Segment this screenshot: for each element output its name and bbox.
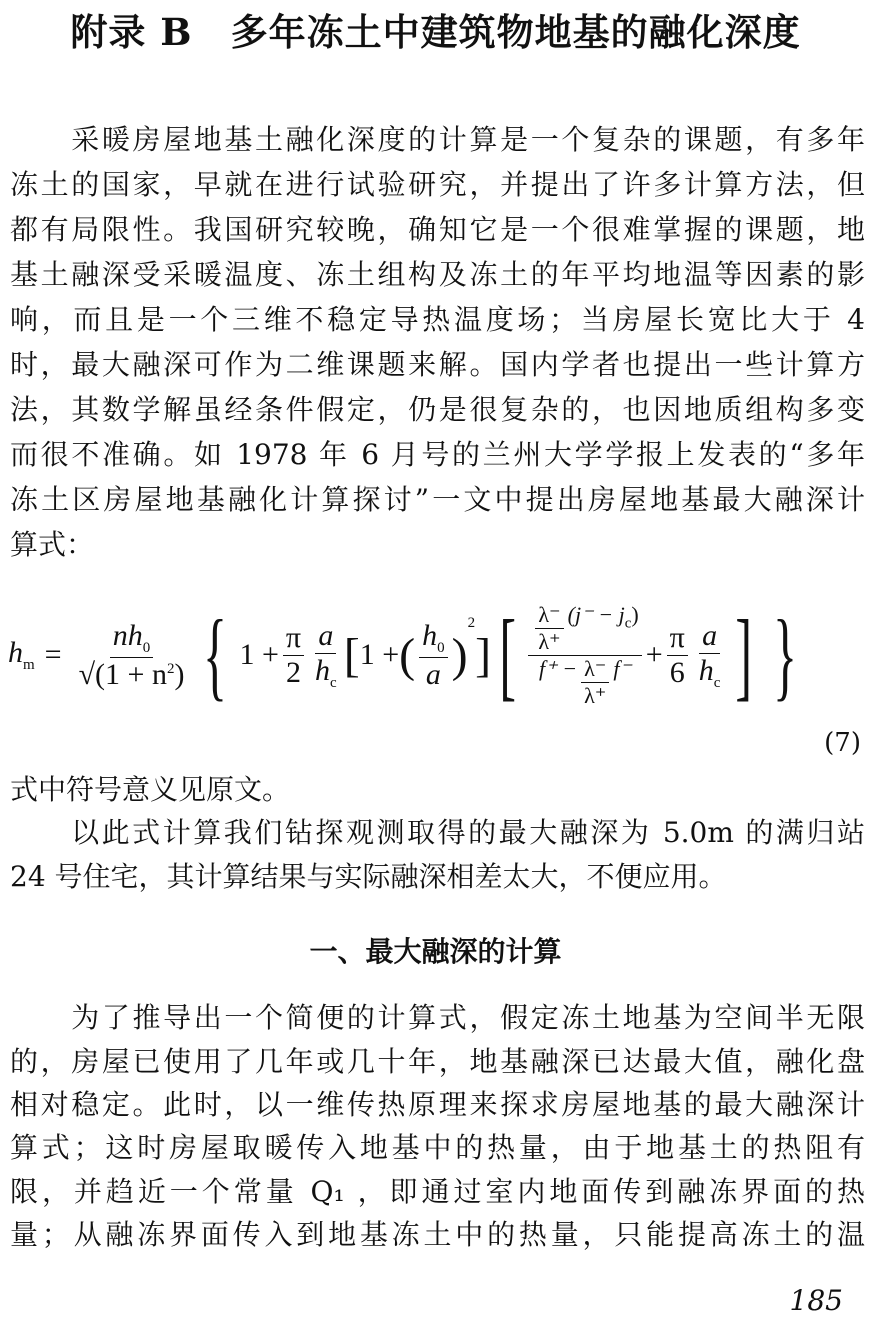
section-heading: 一、最大融深的计算 (309, 935, 562, 968)
formula-symbol: (j⁻ − j (567, 601, 625, 627)
text-line: 响，而且是一个三维不稳定导热温度场；当房屋长宽比大于 4 (10, 303, 865, 336)
text-line: 基土融深受采暖温度、冻土组构及冻土的年平均地温等因素的影 (10, 258, 865, 291)
formula-symbol: m (23, 657, 35, 673)
formula-fraction: $\frac{nh_0}{√(1 + n^2)}$ (78, 618, 185, 691)
formula-symbol: 0 (437, 639, 445, 656)
formula-7: $h_m$ = $\frac{nh_0}{√(1 + n^2)}$ { 1 + $\frac{\pi}{2}$ $\frac{a}{h_c}$ [ 1 + ( $\frac{h_0}{a}$ ) $^2$ ] [ $\frac{\lambda^-}{\lambda^+}$ $(j^- - j_c)$ f⁺ − $\frac{\lambda^-}{\lambda^+}$ f⁻ + $\frac{\pi}{6}$ $\frac{a}{h_c}$ ] } (8, 599, 797, 710)
text-line: 冻土的国家，早就在进行试验研究，并提出了许多计算方法，但 (10, 168, 865, 201)
formula-symbol: 0 (142, 639, 151, 656)
text-line: 算式： (10, 528, 95, 561)
formula-symbol: f⁻ (613, 655, 632, 681)
text-line: 都有局限性。我国研究较晚，确知它是一个很难掌握的课题，地 (10, 213, 865, 246)
text-line: 24 号住宅，其计算结果与实际融深相差太大，不便应用。 (10, 860, 727, 893)
page-title: 附录 B 多年冻土中建筑物地基的融化深度 (70, 10, 801, 54)
text-line: 时，最大融深可作为二维课题来解。国内学者也提出一些计算方 (10, 348, 865, 381)
formula-symbol: h (8, 636, 23, 669)
formula-symbol: h (315, 653, 331, 687)
text-line: 的，房屋已使用了几年或几十年，地基融深已达最大值，融化盘 (10, 1045, 865, 1078)
formula-symbol: π (283, 621, 304, 656)
equation-number: (7) (824, 728, 861, 758)
text-line: 式中符号意义见原文。 (10, 773, 291, 806)
formula-symbol: + (645, 638, 663, 671)
text-line: 限，并趋近一个常量 Q₁ ，即通过室内地面传到融冻界面的热 (10, 1175, 865, 1208)
formula-symbol: 2 (467, 615, 476, 631)
formula-symbol: = (44, 638, 62, 671)
text-line: 冻土区房屋地基融化计算探讨”一文中提出房屋地基最大融深计 (10, 483, 865, 516)
text-line: 算式；这时房屋取暖传入地基中的热量，由于地基土的热阻有 (10, 1131, 865, 1164)
text-line: 为了推导出一个简便的计算式，假定冻土地基为空间半无限 (10, 1001, 865, 1034)
text-line: 法，其数学解虽经条件假定，仍是很复杂的，也因地质组构多变 (10, 393, 865, 426)
text-line: 而很不准确。如 1978 年 6 月号的兰州大学学报上发表的“多年 (10, 438, 865, 471)
page-number: 185 (789, 1284, 843, 1317)
formula-symbol: h (422, 618, 438, 652)
formula-symbol: c (330, 674, 337, 691)
text-line: 量；从融冻界面传入到地基冻土中的热量，只能提高冻土的温 (10, 1218, 865, 1251)
formula-symbol: 2 (285, 655, 301, 689)
formula-symbol: f⁺ − (538, 655, 578, 681)
text-line: 以此式计算我们钻探观测取得的最大融深为 5.0m 的满归站 (10, 816, 865, 849)
formula-symbol: √(1 + n (78, 657, 167, 691)
formula-symbol: 1 + (239, 638, 279, 671)
text-line: 采暖房屋地基土融化深度的计算是一个复杂的课题，有多年 (10, 123, 865, 156)
formula-symbol: a (318, 618, 334, 652)
text-line: 相对稳定。此时，以一维传热原理来探求房屋地基的最大融深计 (10, 1088, 865, 1121)
formula-symbol: λ⁺ (538, 628, 561, 654)
formula-symbol: 2 (166, 660, 175, 677)
formula-symbol: nh (112, 618, 143, 652)
formula-symbol: 1 + (359, 638, 400, 671)
formula-symbol: λ⁻ (535, 602, 563, 629)
formula-symbol: 6 (669, 655, 685, 689)
formula-fraction: $\frac{\lambda^-}{\lambda^+}$ $(j^- - j_c)$ f⁺ − $\frac{\lambda^-}{\lambda^+}$ f⁻ (528, 602, 641, 709)
